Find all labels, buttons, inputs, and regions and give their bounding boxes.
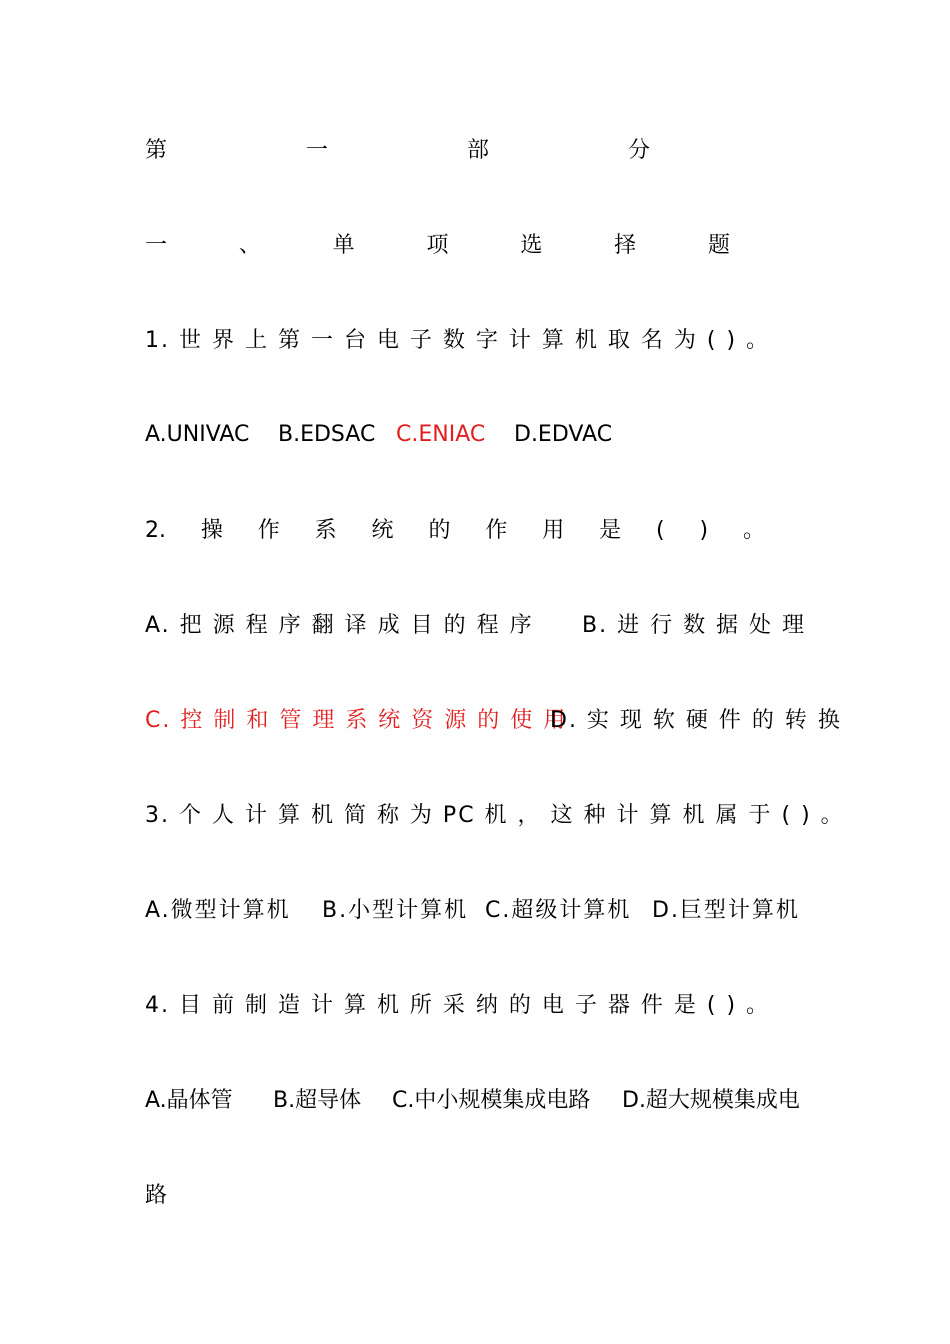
section-title-char: 、 xyxy=(238,233,261,258)
section-title-char: 选 xyxy=(520,233,543,258)
question-1-option-b: B.EDSAC xyxy=(278,422,376,447)
section-title-char: 项 xyxy=(426,233,449,258)
part-title-char: 分 xyxy=(627,138,650,163)
part-title-char: 第 xyxy=(145,138,168,163)
question-2-stem-part: 是 xyxy=(599,518,622,543)
question-2-option-a: A. 把 源 程 序 翻 译 成 目 的 程 序 xyxy=(145,613,534,638)
section-title xyxy=(145,229,730,263)
question-4-stem: 4. 目 前 制 造 计 算 机 所 采 纳 的 电 子 器 件 是 ( ) 。 xyxy=(145,993,771,1018)
question-2-stem xyxy=(145,514,765,548)
question-2-stem-part: 用 xyxy=(542,518,565,543)
question-4-option-c: C.中小规模集成电路 xyxy=(392,1088,591,1113)
question-3-option-a: A.微型计算机 xyxy=(145,898,291,923)
section-title-char: 单 xyxy=(332,233,355,258)
part-title-char: 一 xyxy=(305,138,328,163)
question-2-stem-part: 系 xyxy=(314,518,337,543)
question-2-stem-part: 2. xyxy=(145,518,166,543)
section-title-char: 择 xyxy=(614,233,637,258)
section-title-char: 题 xyxy=(707,233,730,258)
question-4-option-d: D.超大规模集成电 xyxy=(622,1088,800,1113)
part-title-char: 部 xyxy=(466,138,489,163)
question-2-stem-part: 作 xyxy=(485,518,508,543)
question-2-stem-part: ) xyxy=(699,518,709,543)
question-1-option-d: D.EDVAC xyxy=(514,422,613,447)
question-3-options xyxy=(145,894,815,928)
question-1-option-a: A.UNIVAC xyxy=(145,422,250,447)
question-2-stem-part: 统 xyxy=(371,518,394,543)
question-3-option-d: D.巨型计算机 xyxy=(652,898,800,923)
question-2-option-b: B. 进 行 数 据 处 理 xyxy=(582,613,807,638)
question-1-option-c-answer: C.ENIAC xyxy=(396,422,486,447)
question-2-option-d: D. 实 现 软 硬 件 的 转 换 xyxy=(550,708,842,733)
question-2-stem-part: 操 xyxy=(200,518,223,543)
question-2-stem-part: ( xyxy=(656,518,665,543)
question-1-options xyxy=(145,418,815,452)
question-4-option-a: A.晶体管 xyxy=(145,1088,233,1113)
question-2-option-c-answer: C. 控 制 和 管 理 系 统 资 源 的 使 用 xyxy=(145,708,568,733)
question-3-option-b: B.小型计算机 xyxy=(322,898,469,923)
question-4-option-b: B.超导体 xyxy=(273,1088,362,1113)
part-title xyxy=(145,134,650,168)
question-2-stem-part: 。 xyxy=(742,518,765,543)
question-4-option-d-continuation: 路 xyxy=(145,1183,168,1208)
question-4-options xyxy=(145,1084,815,1118)
question-2-options-row-2 xyxy=(145,704,842,738)
question-2-stem-part: 的 xyxy=(428,518,451,543)
question-3-option-c: C.超级计算机 xyxy=(485,898,632,923)
question-1-stem: 1. 世 界 上 第 一 台 电 子 数 字 计 算 机 取 名 为 ( ) 。 xyxy=(145,328,771,353)
section-title-char: 一 xyxy=(145,233,168,258)
question-2-options-row-1 xyxy=(145,609,815,643)
question-2-stem-part: 作 xyxy=(257,518,280,543)
question-3-stem: 3. 个 人 计 算 机 简 称 为 PC 机 ， 这 种 计 算 机 属 于 ( ) 。 xyxy=(145,803,845,828)
